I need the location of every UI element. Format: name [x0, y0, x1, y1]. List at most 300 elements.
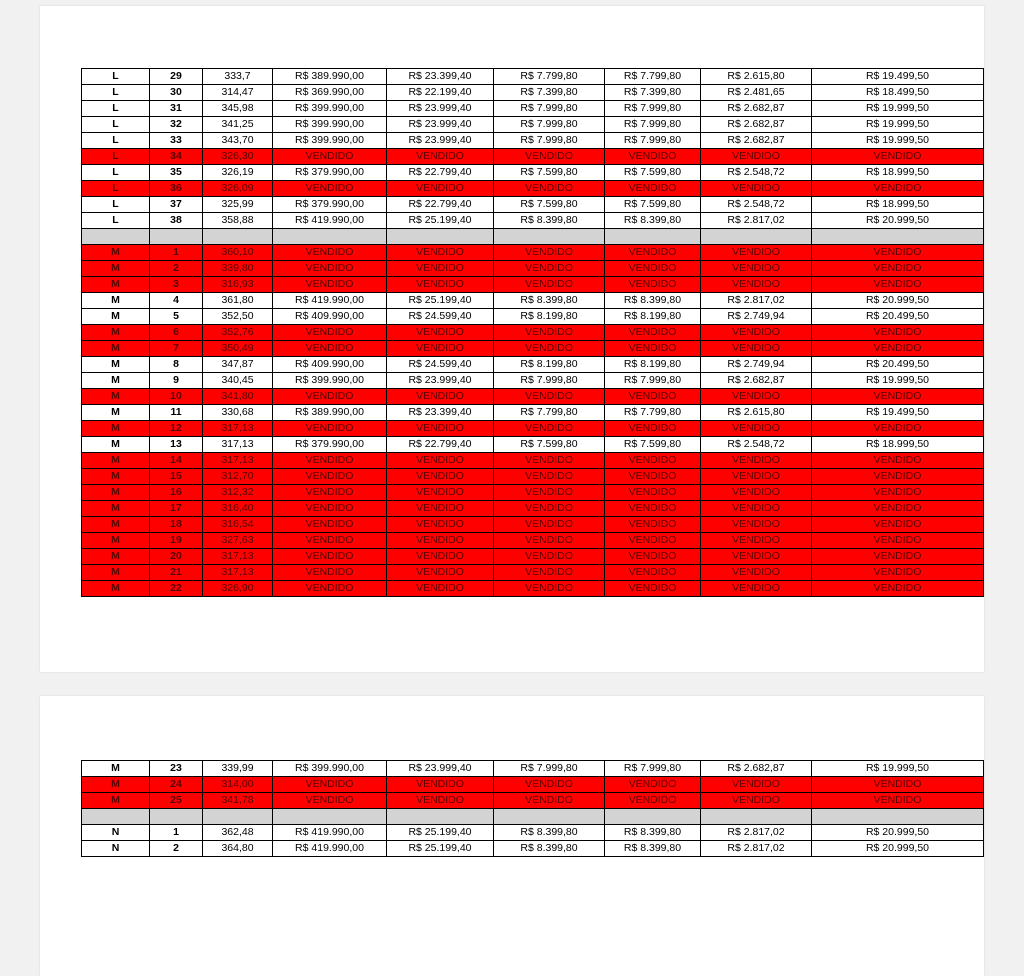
cell-lote: 16 — [150, 485, 203, 501]
cell-area: 326,90 — [203, 581, 273, 597]
cell-parcela-2: R$ 7.999,80 — [605, 101, 701, 117]
cell-reforco: R$ 20.499,50 — [812, 309, 984, 325]
cell-parcela-1: R$ 8.199,80 — [494, 309, 605, 325]
cell-reforco: R$ 19.999,50 — [812, 373, 984, 389]
cell-quadra: M — [82, 549, 150, 565]
table-row-sold — [82, 389, 984, 405]
cell-entrada: VENDIDO — [387, 565, 494, 581]
cell-mensal: VENDIDO — [701, 341, 812, 357]
cell-entrada: VENDIDO — [387, 277, 494, 293]
cell-mensal: R$ 2.817,02 — [701, 841, 812, 857]
cell-quadra: N — [82, 841, 150, 857]
cell-valor-total: R$ 379.990,00 — [273, 197, 387, 213]
cell-reforco: VENDIDO — [812, 149, 984, 165]
cell-lote: 7 — [150, 341, 203, 357]
cell-reforco: R$ 19.499,50 — [812, 405, 984, 421]
cell-valor-total: R$ 399.990,00 — [273, 761, 387, 777]
cell-entrada: R$ 23.999,40 — [387, 101, 494, 117]
cell-entrada: VENDIDO — [387, 325, 494, 341]
cell-parcela-2: VENDIDO — [605, 421, 701, 437]
cell-reforco: R$ 18.999,50 — [812, 165, 984, 181]
cell-parcela-1: VENDIDO — [494, 261, 605, 277]
cell-parcela-1: R$ 7.599,80 — [494, 437, 605, 453]
table-row-sold — [82, 245, 984, 261]
cell-lote: 19 — [150, 533, 203, 549]
cell-parcela-2: R$ 7.999,80 — [605, 373, 701, 389]
table-row-sold — [82, 421, 984, 437]
cell-quadra: M — [82, 777, 150, 793]
cell-parcela-2: VENDIDO — [605, 793, 701, 809]
cell-area: 326,09 — [203, 181, 273, 197]
cell-quadra: N — [82, 825, 150, 841]
cell-lote: 13 — [150, 437, 203, 453]
cell-mensal: VENDIDO — [701, 793, 812, 809]
cell-parcela-2: VENDIDO — [605, 261, 701, 277]
cell-parcela-1: R$ 7.999,80 — [494, 133, 605, 149]
cell-mensal: VENDIDO — [701, 421, 812, 437]
cell-valor-total: VENDIDO — [273, 389, 387, 405]
cell-parcela-1: VENDIDO — [494, 389, 605, 405]
cell-mensal: VENDIDO — [701, 149, 812, 165]
table-row — [82, 85, 984, 101]
cell-mensal: R$ 2.682,87 — [701, 117, 812, 133]
document-page-1 — [40, 6, 984, 672]
cell-entrada: VENDIDO — [387, 777, 494, 793]
cell-parcela-2: R$ 7.599,80 — [605, 437, 701, 453]
cell-valor-total: VENDIDO — [273, 549, 387, 565]
cell-lote: 33 — [150, 133, 203, 149]
cell-mensal: VENDIDO — [701, 325, 812, 341]
cell-parcela-1: R$ 8.399,80 — [494, 825, 605, 841]
cell-area: 358,88 — [203, 213, 273, 229]
cell-parcela-2: R$ 7.999,80 — [605, 133, 701, 149]
cell-lote: 10 — [150, 389, 203, 405]
cell-mensal: R$ 2.817,02 — [701, 293, 812, 309]
cell-parcela-1: R$ 8.399,80 — [494, 293, 605, 309]
cell-reforco: VENDIDO — [812, 549, 984, 565]
table-row — [82, 165, 984, 181]
cell-valor-total: VENDIDO — [273, 261, 387, 277]
cell-lote: 3 — [150, 277, 203, 293]
cell-valor-total: R$ 399.990,00 — [273, 101, 387, 117]
cell-valor-total: R$ 389.990,00 — [273, 69, 387, 85]
cell-quadra: M — [82, 389, 150, 405]
table-row-sold — [82, 517, 984, 533]
cell-mensal: VENDIDO — [701, 581, 812, 597]
cell-valor-total: R$ 399.990,00 — [273, 133, 387, 149]
spacer-cell — [203, 229, 273, 245]
cell-quadra: L — [82, 213, 150, 229]
table-row — [82, 117, 984, 133]
cell-area: 317,13 — [203, 421, 273, 437]
spacer-cell — [150, 229, 203, 245]
cell-entrada: VENDIDO — [387, 581, 494, 597]
cell-mensal: R$ 2.749,94 — [701, 357, 812, 373]
document-page-2 — [40, 696, 984, 976]
cell-entrada: R$ 23.999,40 — [387, 373, 494, 389]
cell-parcela-2: VENDIDO — [605, 277, 701, 293]
cell-area: 316,54 — [203, 517, 273, 533]
spacer-cell — [701, 229, 812, 245]
cell-reforco: R$ 18.499,50 — [812, 85, 984, 101]
cell-valor-total: VENDIDO — [273, 325, 387, 341]
cell-valor-total: VENDIDO — [273, 453, 387, 469]
cell-parcela-1: VENDIDO — [494, 501, 605, 517]
cell-parcela-1: VENDIDO — [494, 325, 605, 341]
cell-quadra: M — [82, 341, 150, 357]
cell-area: 316,40 — [203, 501, 273, 517]
cell-lote: 1 — [150, 825, 203, 841]
cell-mensal: R$ 2.481,65 — [701, 85, 812, 101]
cell-area: 339,99 — [203, 761, 273, 777]
cell-mensal: VENDIDO — [701, 777, 812, 793]
table-row-sold — [82, 549, 984, 565]
cell-area: 314,47 — [203, 85, 273, 101]
cell-quadra: L — [82, 133, 150, 149]
cell-lote: 30 — [150, 85, 203, 101]
cell-reforco: VENDIDO — [812, 325, 984, 341]
cell-parcela-1: VENDIDO — [494, 341, 605, 357]
cell-entrada: VENDIDO — [387, 469, 494, 485]
cell-parcela-2: VENDIDO — [605, 453, 701, 469]
cell-valor-total: VENDIDO — [273, 421, 387, 437]
cell-parcela-1: VENDIDO — [494, 565, 605, 581]
cell-parcela-1: VENDIDO — [494, 533, 605, 549]
cell-mensal: VENDIDO — [701, 469, 812, 485]
cell-parcela-2: VENDIDO — [605, 565, 701, 581]
cell-valor-total: VENDIDO — [273, 777, 387, 793]
cell-reforco: VENDIDO — [812, 777, 984, 793]
cell-reforco: VENDIDO — [812, 565, 984, 581]
cell-reforco: VENDIDO — [812, 469, 984, 485]
cell-reforco: R$ 18.999,50 — [812, 197, 984, 213]
cell-entrada: R$ 25.199,40 — [387, 213, 494, 229]
cell-mensal: R$ 2.548,72 — [701, 165, 812, 181]
cell-lote: 38 — [150, 213, 203, 229]
cell-mensal: R$ 2.548,72 — [701, 437, 812, 453]
spacer-cell — [812, 229, 984, 245]
cell-area: 312,70 — [203, 469, 273, 485]
cell-valor-total: R$ 379.990,00 — [273, 165, 387, 181]
spacer-row — [82, 229, 984, 245]
cell-lote: 21 — [150, 565, 203, 581]
cell-parcela-2: R$ 8.399,80 — [605, 841, 701, 857]
cell-mensal: VENDIDO — [701, 565, 812, 581]
cell-reforco: VENDIDO — [812, 501, 984, 517]
cell-lote: 5 — [150, 309, 203, 325]
cell-parcela-1: R$ 8.399,80 — [494, 213, 605, 229]
table-row-sold — [82, 341, 984, 357]
cell-parcela-1: R$ 7.799,80 — [494, 405, 605, 421]
cell-area: 325,99 — [203, 197, 273, 213]
table-row-sold — [82, 565, 984, 581]
cell-area: 341,78 — [203, 793, 273, 809]
cell-quadra: L — [82, 69, 150, 85]
cell-reforco: R$ 18.999,50 — [812, 437, 984, 453]
spacer-cell — [273, 809, 387, 825]
cell-parcela-2: VENDIDO — [605, 501, 701, 517]
cell-parcela-2: R$ 8.399,80 — [605, 213, 701, 229]
cell-lote: 31 — [150, 101, 203, 117]
cell-area: 341,25 — [203, 117, 273, 133]
cell-valor-total: R$ 419.990,00 — [273, 293, 387, 309]
cell-quadra: L — [82, 85, 150, 101]
cell-parcela-1: VENDIDO — [494, 453, 605, 469]
cell-parcela-2: VENDIDO — [605, 485, 701, 501]
cell-lote: 29 — [150, 69, 203, 85]
cell-reforco: VENDIDO — [812, 793, 984, 809]
cell-entrada: R$ 23.999,40 — [387, 761, 494, 777]
cell-parcela-1: R$ 7.999,80 — [494, 373, 605, 389]
cell-mensal: VENDIDO — [701, 453, 812, 469]
cell-parcela-2: R$ 8.199,80 — [605, 357, 701, 373]
cell-reforco: R$ 19.499,50 — [812, 69, 984, 85]
table-row — [82, 761, 984, 777]
cell-lote: 18 — [150, 517, 203, 533]
cell-reforco: VENDIDO — [812, 533, 984, 549]
cell-quadra: M — [82, 261, 150, 277]
cell-parcela-1: VENDIDO — [494, 581, 605, 597]
table-row — [82, 69, 984, 85]
cell-valor-total: R$ 369.990,00 — [273, 85, 387, 101]
cell-lote: 4 — [150, 293, 203, 309]
cell-valor-total: R$ 399.990,00 — [273, 373, 387, 389]
cell-quadra: M — [82, 565, 150, 581]
spacer-cell — [387, 809, 494, 825]
cell-mensal: VENDIDO — [701, 501, 812, 517]
cell-parcela-1: R$ 7.799,80 — [494, 69, 605, 85]
spacer-cell — [605, 229, 701, 245]
cell-parcela-2: VENDIDO — [605, 341, 701, 357]
cell-parcela-1: R$ 7.999,80 — [494, 761, 605, 777]
cell-reforco: R$ 20.999,50 — [812, 293, 984, 309]
cell-area: 352,50 — [203, 309, 273, 325]
cell-lote: 2 — [150, 261, 203, 277]
cell-entrada: R$ 22.799,40 — [387, 437, 494, 453]
cell-mensal: R$ 2.817,02 — [701, 213, 812, 229]
cell-entrada: R$ 23.999,40 — [387, 117, 494, 133]
spacer-cell — [273, 229, 387, 245]
cell-lote: 35 — [150, 165, 203, 181]
spacer-cell — [387, 229, 494, 245]
cell-reforco: R$ 19.999,50 — [812, 101, 984, 117]
cell-lote: 12 — [150, 421, 203, 437]
cell-mensal: VENDIDO — [701, 517, 812, 533]
cell-parcela-2: VENDIDO — [605, 181, 701, 197]
table-row — [82, 825, 984, 841]
spacer-cell — [494, 229, 605, 245]
cell-quadra: L — [82, 117, 150, 133]
cell-parcela-2: R$ 7.999,80 — [605, 117, 701, 133]
cell-entrada: R$ 24.599,40 — [387, 357, 494, 373]
cell-lote: 1 — [150, 245, 203, 261]
cell-valor-total: VENDIDO — [273, 277, 387, 293]
cell-reforco: VENDIDO — [812, 277, 984, 293]
table-row — [82, 373, 984, 389]
cell-quadra: M — [82, 501, 150, 517]
cell-parcela-2: VENDIDO — [605, 389, 701, 405]
cell-mensal: R$ 2.548,72 — [701, 197, 812, 213]
table-row — [82, 101, 984, 117]
cell-area: 326,30 — [203, 149, 273, 165]
cell-quadra: M — [82, 277, 150, 293]
cell-lote: 11 — [150, 405, 203, 421]
table-row-sold — [82, 501, 984, 517]
cell-lote: 17 — [150, 501, 203, 517]
cell-valor-total: VENDIDO — [273, 181, 387, 197]
table-row-sold — [82, 581, 984, 597]
cell-parcela-1: VENDIDO — [494, 485, 605, 501]
cell-parcela-2: VENDIDO — [605, 517, 701, 533]
cell-parcela-1: R$ 7.999,80 — [494, 117, 605, 133]
cell-reforco: VENDIDO — [812, 517, 984, 533]
cell-lote: 14 — [150, 453, 203, 469]
cell-quadra: M — [82, 373, 150, 389]
cell-mensal: R$ 2.682,87 — [701, 133, 812, 149]
spacer-row — [82, 809, 984, 825]
cell-area: 345,98 — [203, 101, 273, 117]
cell-parcela-2: VENDIDO — [605, 533, 701, 549]
cell-mensal: R$ 2.682,87 — [701, 101, 812, 117]
table-row — [82, 309, 984, 325]
cell-parcela-1: VENDIDO — [494, 549, 605, 565]
cell-parcela-2: R$ 7.999,80 — [605, 761, 701, 777]
cell-parcela-1: R$ 8.399,80 — [494, 841, 605, 857]
cell-parcela-2: VENDIDO — [605, 245, 701, 261]
cell-valor-total: VENDIDO — [273, 485, 387, 501]
cell-parcela-1: R$ 8.199,80 — [494, 357, 605, 373]
cell-parcela-2: R$ 7.799,80 — [605, 69, 701, 85]
cell-quadra: M — [82, 437, 150, 453]
cell-parcela-2: R$ 7.399,80 — [605, 85, 701, 101]
cell-area: 316,93 — [203, 277, 273, 293]
cell-area: 317,13 — [203, 453, 273, 469]
cell-lote: 25 — [150, 793, 203, 809]
cell-reforco: R$ 20.499,50 — [812, 357, 984, 373]
cell-quadra: M — [82, 453, 150, 469]
cell-mensal: R$ 2.682,87 — [701, 373, 812, 389]
table-row — [82, 357, 984, 373]
cell-mensal: R$ 2.615,80 — [701, 405, 812, 421]
cell-mensal: VENDIDO — [701, 533, 812, 549]
cell-entrada: VENDIDO — [387, 149, 494, 165]
cell-area: 330,68 — [203, 405, 273, 421]
cell-quadra: M — [82, 309, 150, 325]
cell-parcela-1: R$ 7.599,80 — [494, 197, 605, 213]
cell-lote: 34 — [150, 149, 203, 165]
cell-valor-total: VENDIDO — [273, 469, 387, 485]
cell-parcela-2: VENDIDO — [605, 777, 701, 793]
cell-quadra: M — [82, 761, 150, 777]
cell-area: 364,80 — [203, 841, 273, 857]
table-row-sold — [82, 469, 984, 485]
cell-parcela-2: VENDIDO — [605, 149, 701, 165]
cell-parcela-2: R$ 7.799,80 — [605, 405, 701, 421]
cell-mensal: VENDIDO — [701, 277, 812, 293]
cell-mensal: R$ 2.749,94 — [701, 309, 812, 325]
cell-reforco: VENDIDO — [812, 341, 984, 357]
spacer-cell — [701, 809, 812, 825]
cell-area: 340,45 — [203, 373, 273, 389]
cell-parcela-1: R$ 7.399,80 — [494, 85, 605, 101]
cell-valor-total: R$ 379.990,00 — [273, 437, 387, 453]
cell-reforco: R$ 20.999,50 — [812, 825, 984, 841]
cell-area: 350,49 — [203, 341, 273, 357]
cell-lote: 6 — [150, 325, 203, 341]
cell-parcela-1: R$ 7.599,80 — [494, 165, 605, 181]
cell-parcela-1: R$ 7.999,80 — [494, 101, 605, 117]
cell-parcela-2: VENDIDO — [605, 325, 701, 341]
cell-area: 361,80 — [203, 293, 273, 309]
cell-area: 317,13 — [203, 565, 273, 581]
cell-reforco: R$ 20.999,50 — [812, 213, 984, 229]
cell-mensal: VENDIDO — [701, 261, 812, 277]
cell-quadra: L — [82, 165, 150, 181]
cell-quadra: M — [82, 357, 150, 373]
cell-lote: 23 — [150, 761, 203, 777]
cell-entrada: R$ 22.799,40 — [387, 197, 494, 213]
spacer-cell — [82, 229, 150, 245]
cell-quadra: M — [82, 793, 150, 809]
cell-entrada: VENDIDO — [387, 533, 494, 549]
table-row-sold — [82, 793, 984, 809]
cell-entrada: VENDIDO — [387, 517, 494, 533]
spacer-cell — [82, 809, 150, 825]
cell-entrada: VENDIDO — [387, 181, 494, 197]
cell-lote: 22 — [150, 581, 203, 597]
cell-parcela-2: R$ 7.599,80 — [605, 165, 701, 181]
cell-parcela-2: R$ 8.399,80 — [605, 825, 701, 841]
cell-entrada: R$ 23.399,40 — [387, 405, 494, 421]
cell-parcela-1: VENDIDO — [494, 469, 605, 485]
cell-entrada: VENDIDO — [387, 261, 494, 277]
cell-entrada: R$ 25.199,40 — [387, 825, 494, 841]
cell-parcela-1: VENDIDO — [494, 181, 605, 197]
table-row-sold — [82, 149, 984, 165]
table-row — [82, 197, 984, 213]
cell-parcela-1: VENDIDO — [494, 517, 605, 533]
spacer-cell — [494, 809, 605, 825]
cell-quadra: M — [82, 517, 150, 533]
cell-valor-total: VENDIDO — [273, 533, 387, 549]
table-row-sold — [82, 277, 984, 293]
cell-area: 362,48 — [203, 825, 273, 841]
cell-area: 347,87 — [203, 357, 273, 373]
cell-valor-total: R$ 419.990,00 — [273, 825, 387, 841]
cell-parcela-1: VENDIDO — [494, 421, 605, 437]
cell-parcela-1: VENDIDO — [494, 793, 605, 809]
cell-reforco: VENDIDO — [812, 485, 984, 501]
cell-mensal: VENDIDO — [701, 245, 812, 261]
cell-valor-total: VENDIDO — [273, 149, 387, 165]
cell-quadra: M — [82, 245, 150, 261]
table-row-sold — [82, 261, 984, 277]
cell-quadra: L — [82, 197, 150, 213]
table-row — [82, 133, 984, 149]
cell-valor-total: R$ 399.990,00 — [273, 117, 387, 133]
cell-area: 343,70 — [203, 133, 273, 149]
cell-lote: 32 — [150, 117, 203, 133]
cell-valor-total: VENDIDO — [273, 517, 387, 533]
cell-entrada: R$ 23.999,40 — [387, 133, 494, 149]
cell-mensal: R$ 2.817,02 — [701, 825, 812, 841]
cell-area: 341,80 — [203, 389, 273, 405]
cell-parcela-2: R$ 7.599,80 — [605, 197, 701, 213]
cell-reforco: VENDIDO — [812, 581, 984, 597]
table-row-sold — [82, 181, 984, 197]
cell-quadra: M — [82, 421, 150, 437]
cell-quadra: M — [82, 485, 150, 501]
